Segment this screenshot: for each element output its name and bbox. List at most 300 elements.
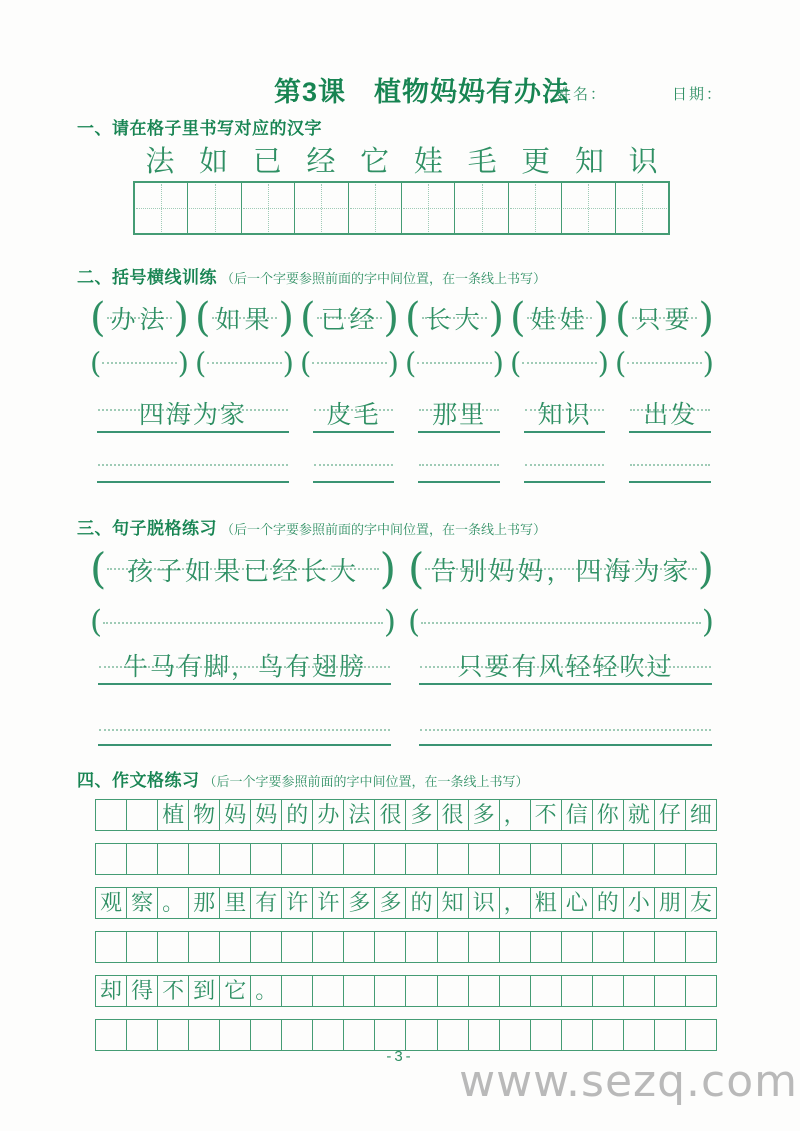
section3-heading-text: 三、句子脱格练习 (77, 519, 217, 538)
line-word: 知识 (537, 402, 592, 430)
composition-character: 不 (162, 978, 185, 1003)
bracket-middle (416, 348, 492, 378)
bracket-middle (316, 297, 384, 339)
open-paren: ( (510, 345, 522, 380)
dotted-guide-line (627, 362, 701, 364)
composition-cell (562, 888, 593, 918)
name-label: 姓名： (556, 87, 608, 103)
empty-word-line (629, 457, 711, 483)
composition-cell (406, 1020, 437, 1050)
bracket-phrase-item (408, 546, 714, 592)
composition-cell (438, 932, 469, 962)
line-word: 出发 (643, 402, 698, 430)
composition-character: 许 (317, 890, 340, 915)
composition-cell (469, 932, 500, 962)
composition-cell (562, 844, 593, 874)
empty-word-line (97, 457, 289, 483)
dotted-guide-line (207, 362, 281, 364)
composition-cell (127, 1020, 158, 1050)
open-paren: ( (195, 345, 207, 380)
dotted-guide-line (522, 362, 596, 364)
composition-cell (313, 932, 344, 962)
practice-cell (454, 183, 507, 233)
composition-character: 信 (565, 802, 588, 827)
composition-character: 仔 (658, 802, 681, 827)
watermark-text: www.sezq.com (459, 1056, 798, 1107)
composition-cell (500, 800, 531, 830)
composition-cell (438, 844, 469, 874)
composition-cell (406, 888, 437, 918)
sentence-line (98, 648, 391, 685)
practice-cell (241, 183, 294, 233)
dotted-guide-line (525, 464, 605, 466)
composition-cell (313, 1020, 344, 1050)
practice-cell (561, 183, 614, 233)
composition-character: 妈 (255, 802, 278, 827)
composition-grid (95, 799, 717, 1063)
composition-cell (220, 976, 251, 1006)
bracket-middle (311, 348, 387, 378)
composition-cell (624, 888, 655, 918)
model-character: 娃 (413, 146, 443, 178)
composition-character: 物 (193, 802, 216, 827)
bracket-middle (521, 348, 597, 378)
section4-heading-text: 四、作文格练习 (77, 771, 200, 790)
composition-row (95, 887, 717, 919)
word-line (418, 390, 500, 433)
composition-cell (531, 888, 562, 918)
composition-cell (624, 932, 655, 962)
bracket-middle (420, 606, 702, 640)
bracket-word-item (405, 297, 504, 339)
composition-character: 心 (565, 890, 588, 915)
bracket-word: 只要 (635, 307, 694, 334)
close-paren: ) (383, 604, 396, 641)
composition-cell (593, 888, 624, 918)
dotted-guide-line (419, 464, 499, 466)
composition-character: 你 (596, 802, 619, 827)
composition-cell (375, 888, 406, 918)
composition-character: 得 (131, 978, 154, 1003)
composition-cell (406, 932, 437, 962)
sentence-lines-row (98, 648, 712, 685)
composition-character: 观 (100, 890, 123, 915)
composition-cell (531, 844, 562, 874)
bracket-phrase: 告别妈妈，四海为家 (430, 556, 692, 586)
composition-cell (282, 1020, 313, 1050)
composition-cell (127, 800, 158, 830)
composition-cell (313, 976, 344, 1006)
composition-character: 小 (627, 890, 650, 915)
bracket-middle (526, 297, 594, 339)
composition-cell (469, 888, 500, 918)
composition-cell (344, 1020, 375, 1050)
composition-cell (562, 976, 593, 1006)
composition-cell (282, 976, 313, 1006)
composition-cell (189, 976, 220, 1006)
word-line (97, 390, 289, 433)
open-paren: ( (615, 345, 627, 380)
composition-character: 里 (224, 890, 247, 915)
composition-character: 知 (441, 890, 464, 915)
composition-character: 友 (689, 890, 712, 915)
composition-cell (438, 888, 469, 918)
bracket-middle (424, 546, 697, 592)
cell-horizontal-dotted-line (403, 208, 453, 209)
practice-cell (615, 183, 668, 233)
close-paren: ) (597, 345, 609, 380)
composition-cell (313, 888, 344, 918)
composition-cell (624, 844, 655, 874)
bracket-middle (626, 348, 702, 378)
open-paren: ( (300, 295, 316, 341)
composition-cell (220, 888, 251, 918)
dotted-guide-line (98, 464, 288, 466)
cell-horizontal-dotted-line (510, 208, 560, 209)
composition-character: 多 (472, 802, 495, 827)
composition-cell (127, 932, 158, 962)
composition-row (95, 843, 717, 875)
empty-bracket-item (90, 606, 396, 640)
bracket-words-row (90, 297, 714, 339)
composition-cell (220, 800, 251, 830)
line-word: 那里 (432, 402, 487, 430)
composition-cell (344, 844, 375, 874)
composition-row (95, 931, 717, 963)
bracket-word: 长大 (425, 307, 484, 334)
dotted-guide-line (102, 362, 176, 364)
composition-cell (655, 888, 686, 918)
composition-cell (220, 1020, 251, 1050)
model-character: 经 (306, 146, 336, 178)
model-character: 已 (252, 146, 282, 178)
close-paren: ) (697, 544, 714, 594)
sentence-line (419, 648, 712, 685)
composition-cell (500, 844, 531, 874)
composition-cell (655, 1020, 686, 1050)
composition-row (95, 975, 717, 1007)
composition-cell (531, 932, 562, 962)
composition-cell (127, 976, 158, 1006)
composition-cell (531, 976, 562, 1006)
bracket-middle (101, 348, 177, 378)
model-character: 它 (360, 146, 390, 178)
dotted-guide-line (103, 622, 383, 624)
empty-bracket-item (90, 345, 189, 380)
composition-character: 它 (224, 978, 247, 1003)
composition-cell (251, 932, 282, 962)
composition-character: 多 (348, 890, 371, 915)
open-paren: ( (408, 544, 425, 594)
composition-character: ， (503, 890, 526, 915)
section1-heading (77, 114, 322, 139)
composition-character: 朋 (658, 890, 681, 915)
close-paren: ) (379, 544, 396, 594)
composition-cell (96, 844, 127, 874)
composition-cell (593, 976, 624, 1006)
cell-horizontal-dotted-line (617, 208, 667, 209)
composition-character: 有 (255, 890, 278, 915)
practice-cell (294, 183, 347, 233)
section4-note: （后一个字要参照前面的字中间位置，在一条线上书写） (203, 774, 529, 789)
close-paren: ) (701, 604, 714, 641)
empty-word-line (418, 457, 500, 483)
composition-cell (158, 800, 189, 830)
empty-word-line (524, 457, 606, 483)
composition-character: 。 (255, 978, 278, 1003)
composition-cell (220, 844, 251, 874)
composition-cell (189, 932, 220, 962)
date-label: 日期： (672, 87, 724, 103)
section2-note: （后一个字要参照前面的字中间位置，在一条线上书写） (221, 271, 547, 286)
composition-cell (469, 844, 500, 874)
composition-cell (500, 1020, 531, 1050)
composition-cell (593, 800, 624, 830)
cell-horizontal-dotted-line (189, 208, 239, 209)
composition-cell (127, 844, 158, 874)
composition-character: 的 (286, 802, 309, 827)
composition-character: 识 (472, 890, 495, 915)
model-character: 更 (521, 146, 551, 178)
composition-character: 。 (162, 890, 185, 915)
composition-cell (127, 888, 158, 918)
composition-cell (189, 844, 220, 874)
model-character: 识 (628, 146, 658, 178)
empty-word-lines-row (97, 457, 711, 483)
bracket-phrase: 孩子如果已经长大 (126, 556, 359, 586)
bracket-middle (106, 546, 379, 592)
composition-cell (406, 976, 437, 1006)
section3-heading (77, 514, 546, 539)
composition-cell (562, 1020, 593, 1050)
composition-cell (469, 1020, 500, 1050)
open-paren: ( (615, 295, 631, 341)
word-lines-row (97, 390, 711, 433)
practice-cell (508, 183, 561, 233)
empty-bracket-item (405, 345, 504, 380)
composition-character: 的 (596, 890, 619, 915)
composition-cell (438, 1020, 469, 1050)
composition-cell (158, 976, 189, 1006)
practice-cell (187, 183, 240, 233)
bracket-word: 办法 (110, 307, 169, 334)
section3-note: （后一个字要参照前面的字中间位置，在一条线上书写） (221, 522, 547, 537)
composition-cell (251, 844, 282, 874)
close-paren: ) (282, 345, 294, 380)
composition-cell (438, 800, 469, 830)
composition-cell (375, 932, 406, 962)
model-character: 法 (145, 146, 175, 178)
composition-cell (624, 1020, 655, 1050)
lesson-title: 第3课 植物妈妈有办法 (274, 77, 571, 107)
composition-cell (438, 976, 469, 1006)
composition-cell (158, 888, 189, 918)
composition-cell (655, 844, 686, 874)
cell-horizontal-dotted-line (243, 208, 293, 209)
composition-cell (562, 800, 593, 830)
composition-cell (344, 976, 375, 1006)
composition-cell (624, 976, 655, 1006)
composition-character: 的 (410, 890, 433, 915)
composition-character: 多 (379, 890, 402, 915)
bracket-word-item (195, 297, 294, 339)
composition-cell (375, 800, 406, 830)
open-paren: ( (90, 604, 103, 641)
empty-sentence-lines-row (98, 724, 712, 746)
empty-bracket-item (408, 606, 714, 640)
model-characters-row (133, 145, 670, 179)
close-paren: ) (278, 295, 294, 341)
composition-cell (189, 800, 220, 830)
open-paren: ( (510, 295, 526, 341)
composition-character: 多 (410, 802, 433, 827)
cell-horizontal-dotted-line (136, 208, 186, 209)
composition-cell (251, 888, 282, 918)
composition-cell (313, 844, 344, 874)
composition-cell (469, 976, 500, 1006)
composition-cell (593, 932, 624, 962)
open-paren: ( (90, 295, 106, 341)
composition-character: 很 (441, 802, 464, 827)
empty-bracket-item (615, 345, 714, 380)
open-paren: ( (405, 295, 421, 341)
composition-cell (251, 976, 282, 1006)
composition-cell (344, 932, 375, 962)
open-paren: ( (195, 295, 211, 341)
composition-cell (251, 1020, 282, 1050)
composition-cell (500, 976, 531, 1006)
composition-cell (96, 976, 127, 1006)
composition-character: 很 (379, 802, 402, 827)
cell-horizontal-dotted-line (296, 208, 346, 209)
cell-horizontal-dotted-line (456, 208, 506, 209)
composition-cell (344, 888, 375, 918)
bracket-middle (631, 297, 699, 339)
section1-heading-text: 一、请在格子里书写对应的汉字 (77, 119, 322, 138)
composition-cell (686, 976, 716, 1006)
composition-cell (500, 932, 531, 962)
practice-cell (348, 183, 401, 233)
empty-sentence-line (98, 724, 391, 746)
dotted-guide-line (99, 729, 390, 731)
composition-cell (158, 1020, 189, 1050)
composition-cell (469, 800, 500, 830)
composition-cell (189, 1020, 220, 1050)
bracket-word: 已经 (320, 307, 379, 334)
composition-cell (655, 800, 686, 830)
empty-bracket-item (195, 345, 294, 380)
empty-bracket-item (510, 345, 609, 380)
dotted-guide-line (421, 622, 701, 624)
line-sentence: 只要有风轻轻吹过 (457, 654, 674, 682)
bracket-word-item (90, 297, 189, 339)
section2-heading (77, 263, 546, 288)
composition-cell (531, 800, 562, 830)
composition-cell (686, 888, 716, 918)
dotted-guide-line (630, 464, 710, 466)
composition-cell (158, 932, 189, 962)
composition-cell (562, 932, 593, 962)
section2-heading-text: 二、括号横线训练 (77, 268, 217, 287)
composition-row (95, 1019, 717, 1051)
close-paren: ) (387, 345, 399, 380)
composition-cell (406, 844, 437, 874)
composition-cell (686, 800, 716, 830)
dotted-guide-line (420, 729, 711, 731)
composition-character: ， (503, 802, 526, 827)
close-paren: ) (702, 345, 714, 380)
composition-cell (313, 800, 344, 830)
composition-cell (96, 932, 127, 962)
composition-cell (406, 800, 437, 830)
composition-cell (593, 1020, 624, 1050)
composition-cell (282, 932, 313, 962)
composition-cell (344, 800, 375, 830)
bracket-word-item (510, 297, 609, 339)
character-practice-grid (133, 181, 670, 235)
composition-character: 许 (286, 890, 309, 915)
composition-cell (220, 932, 251, 962)
open-paren: ( (90, 544, 107, 594)
composition-cell (96, 800, 127, 830)
composition-character: 察 (131, 890, 154, 915)
open-paren: ( (90, 345, 102, 380)
line-sentence: 牛马有脚，鸟有翅膀 (122, 654, 366, 682)
cell-horizontal-dotted-line (563, 208, 613, 209)
cell-horizontal-dotted-line (350, 208, 400, 209)
composition-character: 不 (534, 802, 557, 827)
section4-heading (77, 766, 529, 791)
close-paren: ) (488, 295, 504, 341)
empty-bracket-phrases-row (90, 606, 714, 640)
close-paren: ) (698, 295, 714, 341)
model-character: 知 (574, 146, 604, 178)
composition-character: 那 (193, 890, 216, 915)
close-paren: ) (593, 295, 609, 341)
open-paren: ( (405, 345, 417, 380)
bracket-middle (206, 348, 282, 378)
composition-cell (96, 1020, 127, 1050)
composition-cell (282, 844, 313, 874)
composition-cell (189, 888, 220, 918)
composition-cell (624, 800, 655, 830)
model-character: 如 (199, 146, 229, 178)
page-number: -3- (386, 1048, 414, 1065)
composition-character: 妈 (224, 802, 247, 827)
empty-sentence-line (419, 724, 712, 746)
composition-character: 却 (100, 978, 123, 1003)
dotted-guide-line (417, 362, 491, 364)
composition-cell (375, 844, 406, 874)
close-paren: ) (383, 295, 399, 341)
dotted-guide-line (312, 362, 386, 364)
bracket-phrases-row (90, 546, 714, 592)
composition-character: 办 (317, 802, 340, 827)
composition-cell (251, 800, 282, 830)
composition-cell (655, 976, 686, 1006)
dotted-guide-line (314, 464, 394, 466)
composition-cell (375, 1020, 406, 1050)
bracket-phrase-item (90, 546, 396, 592)
word-line (524, 390, 606, 433)
composition-cell (686, 932, 716, 962)
composition-character: 细 (689, 802, 712, 827)
bracket-middle (106, 297, 174, 339)
composition-cell (655, 932, 686, 962)
empty-word-line (313, 457, 395, 483)
close-paren: ) (492, 345, 504, 380)
composition-row (95, 799, 717, 831)
